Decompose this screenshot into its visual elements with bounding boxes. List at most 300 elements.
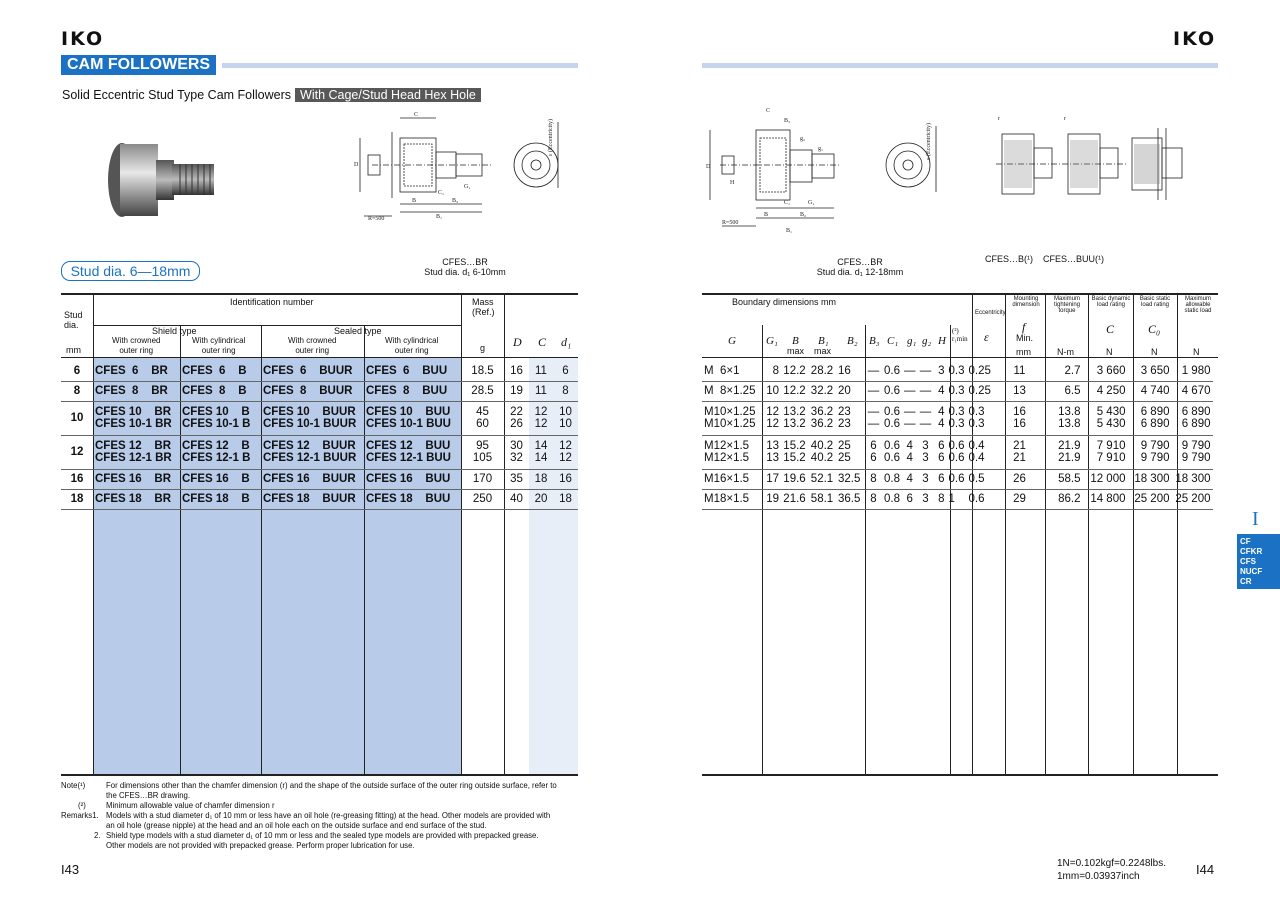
section-banner: CAM FOLLOWERS — [61, 55, 216, 75]
svg-text:r: r — [998, 116, 1000, 122]
hdr-B2: B₂ — [847, 335, 858, 347]
C1-cell — [882, 361, 902, 381]
crowned-sealed-cell-line: CFES 16 BUUR — [263, 473, 356, 485]
r-cell-line: 0.6 — [948, 452, 965, 464]
G1-cell — [762, 469, 781, 489]
crowned-sealed-cell-line: CFES 10-1 BUUR — [263, 418, 357, 430]
hdr-shield: Shield type — [152, 326, 197, 336]
stud-dia-cell — [61, 361, 93, 381]
G-cell-line: M 6×1 — [704, 364, 740, 377]
hdr-outer-ring: outer ring — [119, 346, 154, 355]
B2-cell-line: 36.5 — [838, 493, 861, 505]
stud-dia-cell-line: 10 — [70, 412, 84, 424]
hline — [94, 325, 461, 326]
H-cell — [934, 381, 947, 401]
H-cell-line: 4 — [938, 406, 945, 418]
G-cell-line: M10×1.25 — [704, 406, 756, 418]
D-cell-line: 22 — [510, 406, 523, 418]
g1-cell-line: — — [904, 364, 916, 377]
side-tab-item[interactable]: NUCF — [1240, 567, 1263, 576]
mounting-cell — [1000, 469, 1040, 489]
table-row — [61, 469, 578, 489]
hdr-G1: G₁ — [766, 335, 778, 347]
C1-cell — [882, 381, 902, 401]
H-cell-line: 6 — [938, 452, 945, 464]
left-table-top-rule — [61, 293, 578, 295]
B3-cell — [865, 381, 882, 401]
hdr-eccentricity: Eccentricity — [975, 310, 1006, 316]
hdr-g2: g₂ — [922, 335, 932, 347]
B2-cell — [836, 381, 865, 401]
max-static-cell-line: 9 790 — [1181, 440, 1211, 452]
C1-cell-line: 0.6 — [884, 418, 900, 430]
caption-left-model: CFES…BR — [442, 257, 488, 267]
g1-cell-line: 4 — [906, 452, 913, 464]
remark1-text-b: an oil hole (grease nipple) at the head and an oil hole each on the outside surface and end surface of the stud. — [106, 821, 487, 830]
B1-cell-line: 52.1 — [810, 473, 834, 485]
table-row — [702, 361, 1213, 381]
G-cell — [702, 435, 762, 469]
cyl-sealed-cell — [364, 401, 461, 435]
B1-cell — [808, 489, 836, 509]
subtitle-text: Solid Eccentric Stud Type Cam Followers — [62, 88, 292, 102]
C-cell-line: 14 — [534, 440, 548, 452]
B3-cell — [865, 361, 882, 381]
stud-dia-cell — [61, 401, 93, 435]
C1-cell — [882, 435, 902, 469]
max-static-cell-line: 4 670 — [1181, 385, 1211, 397]
stud-dia-cell-line: 16 — [70, 473, 84, 485]
D-cell-line: 19 — [510, 385, 523, 397]
caption-b-model: CFES…B(¹) — [985, 254, 1033, 264]
stat-load-cell-line: 3 650 — [1140, 364, 1170, 377]
B-cell — [781, 401, 808, 435]
G-cell — [702, 469, 762, 489]
r-cell-line: 0.3 — [948, 418, 965, 430]
note2-label: (²) — [78, 801, 86, 810]
brand-logo-right: IKO — [1173, 28, 1217, 50]
crowned-sealed-cell-line: CFES 12-1 BUUR — [263, 452, 357, 464]
G-cell-line: M 8×1.25 — [704, 385, 756, 397]
mounting-cell-line: 16 — [1013, 418, 1026, 430]
B3-cell-line: 8 — [870, 473, 877, 485]
dyn-load-cell — [1083, 469, 1128, 489]
D-cell — [504, 361, 529, 381]
crowned-shield-cell — [93, 381, 180, 401]
crowned-shield-cell-line: CFES 18 BR — [95, 493, 172, 505]
hdr-stat-load: Basic static load rating — [1139, 296, 1171, 308]
C-cell — [529, 435, 553, 469]
B2-cell-line: 23 — [838, 406, 851, 418]
g2-cell — [918, 469, 934, 489]
stat-load-cell — [1128, 361, 1172, 381]
crowned-sealed-cell — [261, 435, 364, 469]
stat-load-cell — [1128, 435, 1172, 469]
H-cell — [934, 361, 947, 381]
g1-cell — [902, 361, 918, 381]
stud-dia-cell — [61, 489, 93, 509]
table-row — [61, 489, 578, 509]
drawing-cfes-variants — [700, 104, 1200, 240]
B-cell — [781, 381, 808, 401]
svg-text:R=500: R=500 — [722, 220, 739, 226]
C-cell-line: 20 — [534, 493, 548, 505]
eccentricity-cell — [967, 469, 1000, 489]
B2-cell — [836, 401, 865, 435]
right-table-top-rule — [702, 293, 1218, 295]
mounting-cell — [1000, 381, 1040, 401]
hdr-torque: Maximum tightening torque — [1053, 296, 1081, 314]
max-static-cell — [1172, 489, 1213, 509]
side-tab-item[interactable]: CR — [1240, 577, 1252, 586]
D-cell-line: 40 — [510, 493, 523, 505]
mounting-cell-line: 21 — [1013, 440, 1026, 452]
g2-cell-line: — — [919, 385, 932, 397]
dyn-load-cell-line: 14 800 — [1090, 493, 1126, 505]
dyn-load-cell-line: 7 910 — [1096, 452, 1126, 464]
B2-cell-line: 32.5 — [838, 473, 861, 485]
cyl-shield-cell — [180, 381, 261, 401]
mass-cell-line: 60 — [476, 418, 489, 430]
table-row — [702, 381, 1213, 401]
hdr-ref-label: (Ref.) — [472, 307, 495, 317]
G1-cell-line: 10 — [766, 385, 779, 397]
D-cell-line: 35 — [510, 473, 523, 485]
G-cell-line: M16×1.5 — [704, 473, 750, 485]
d1-cell — [553, 401, 578, 435]
svg-text:r: r — [1064, 116, 1066, 122]
B-cell-line: 21.6 — [783, 493, 806, 505]
mass-cell-line: 18.5 — [471, 364, 494, 377]
g1-cell-line: — — [904, 418, 916, 430]
cyl-shield-cell — [180, 361, 261, 381]
table-row — [702, 469, 1213, 489]
C-cell — [529, 381, 553, 401]
svg-text:B: B — [412, 198, 417, 204]
B2-cell-line: 16 — [838, 364, 851, 377]
cyl-shield-cell-line: CFES 8 B — [182, 385, 247, 397]
B1-cell — [808, 381, 836, 401]
B1-cell-line: 36.2 — [810, 418, 834, 430]
note2-text: Minimum allowable value of chamfer dimension r — [106, 801, 275, 810]
brand-logo-left: IKO — [61, 28, 105, 50]
crowned-shield-cell-line: CFES 10-1 BR — [95, 418, 172, 430]
max-static-cell-line: 9 790 — [1181, 452, 1211, 464]
right-symbol-row — [702, 327, 972, 349]
table-row — [702, 435, 1213, 469]
hdr-max-stat: Maximum allowable static load — [1184, 296, 1212, 314]
mounting-cell-line: 26 — [1013, 473, 1026, 485]
eccentricity-cell-line: 0.3 — [968, 406, 985, 418]
svg-text:R=500: R=500 — [368, 216, 385, 222]
G-cell — [702, 381, 762, 401]
C1-cell-line: 0.6 — [884, 440, 900, 452]
table-row — [61, 381, 578, 401]
B3-cell — [865, 469, 882, 489]
crowned-sealed-cell — [261, 361, 364, 381]
B3-cell-line: — — [867, 406, 880, 418]
conversion-line2: 1mm=0.03937inch — [1057, 871, 1140, 882]
hdr-crowned-1 — [112, 336, 160, 356]
torque-cell-line: 13.8 — [1058, 406, 1081, 418]
B3-cell-line: 8 — [870, 493, 877, 505]
G1-cell — [762, 401, 781, 435]
stat-load-cell-line: 4 740 — [1140, 385, 1170, 397]
hdr-dyn-load: Basic dynamic load rating — [1091, 296, 1131, 308]
svg-text:B₂: B₂ — [800, 212, 807, 218]
mounting-cell — [1000, 401, 1040, 435]
hdr-outer-ring: outer ring — [201, 346, 236, 355]
crowned-shield-cell-line: CFES 16 BR — [95, 473, 172, 485]
hdr-g: g — [480, 343, 486, 353]
hdr-stud-label: Stud — [64, 310, 83, 320]
mass-cell-line: 95 — [476, 440, 489, 452]
page-subtitle — [62, 88, 481, 102]
r-cell — [947, 381, 967, 401]
B1-cell — [808, 361, 836, 381]
mounting-cell-line: 13 — [1013, 385, 1026, 397]
eccentricity-cell-line: 0.25 — [968, 364, 991, 377]
G1-cell — [762, 361, 781, 381]
hdr-ident: Identification number — [230, 297, 314, 307]
max-static-cell-line: 1 980 — [1181, 364, 1211, 377]
d1-cell-line: 10 — [559, 406, 572, 418]
max-static-cell — [1172, 401, 1213, 435]
hdr-B1-max: max — [814, 346, 832, 356]
D-cell — [504, 435, 529, 469]
crowned-sealed-cell-line: CFES 6 BUUR — [263, 364, 353, 377]
D-cell — [504, 381, 529, 401]
H-cell — [934, 435, 947, 469]
hdr-C1: C₁ — [887, 335, 899, 347]
stat-load-cell — [1128, 401, 1172, 435]
hdr-eps: ε — [984, 330, 989, 344]
r-cell-line: 0.6 — [948, 473, 965, 485]
dyn-load-cell — [1083, 489, 1128, 509]
max-static-cell — [1172, 381, 1213, 401]
subtitle-tag: With Cage/Stud Head Hex Hole — [295, 88, 481, 102]
torque-cell — [1040, 401, 1083, 435]
hdr-g1: g₁ — [907, 335, 917, 347]
cyl-shield-cell-line: CFES 12-1 B — [182, 452, 251, 464]
d1-cell-line: 18 — [559, 493, 572, 505]
crowned-shield-cell-line: CFES 6 BR — [95, 364, 168, 377]
eccentricity-cell-line: 0.6 — [968, 493, 985, 505]
remark2-label: 2. — [94, 831, 101, 840]
caption-right — [800, 257, 920, 277]
g1-cell-line: — — [904, 406, 916, 418]
H-cell-line: 4 — [938, 418, 945, 430]
left-table-head-rule — [61, 357, 578, 358]
B-cell-line: 15.2 — [783, 452, 806, 464]
r-cell — [947, 489, 967, 509]
crowned-shield-cell — [93, 361, 180, 381]
crowned-shield-cell — [93, 401, 180, 435]
G-cell — [702, 489, 762, 509]
B1-cell — [808, 401, 836, 435]
B2-cell — [836, 435, 865, 469]
drawing-cfes-br-small — [352, 108, 570, 224]
C-cell-line: 12 — [534, 418, 548, 430]
crowned-sealed-cell-line: CFES 12 BUUR — [263, 440, 356, 452]
C-cell-line: 11 — [535, 385, 547, 397]
left-table-bottom-rule — [61, 774, 578, 776]
B2-cell-line: 25 — [838, 440, 851, 452]
caption-right-model: CFES…BR — [837, 257, 883, 267]
mass-cell — [461, 401, 504, 435]
B1-cell-line: 36.2 — [810, 406, 834, 418]
svg-text:H: H — [730, 180, 735, 186]
H-cell — [934, 469, 947, 489]
r-cell — [947, 361, 967, 381]
mass-cell-line: 250 — [472, 493, 493, 505]
hdr-crowned-2 — [288, 336, 336, 356]
mass-cell-line: 105 — [472, 452, 493, 464]
d1-cell — [553, 469, 578, 489]
B3-cell-line: 6 — [870, 440, 877, 452]
eccentricity-cell — [967, 361, 1000, 381]
side-tab-index[interactable] — [1237, 534, 1280, 589]
B1-cell-line: 58.1 — [810, 493, 834, 505]
g2-cell-line: 3 — [922, 440, 929, 452]
cyl-sealed-cell-line: CFES 12-1 BUU — [366, 452, 451, 464]
d1-cell-line: 12 — [559, 440, 572, 452]
G-cell-line: M10×1.25 — [704, 418, 756, 430]
G1-cell-line: 13 — [766, 440, 779, 452]
mounting-cell — [1000, 435, 1040, 469]
side-tab-item[interactable]: CFKR — [1240, 547, 1263, 556]
torque-cell-line: 6.5 — [1064, 385, 1081, 397]
remark1-text: Models with a stud diameter d₁ of 10 mm or less have an oil hole (re-greasing fitting) at the head. Other models are provided with — [106, 811, 551, 820]
hdr-mounting: Mounting dimension — [1012, 296, 1040, 308]
stud-dia-cell — [61, 435, 93, 469]
C1-cell-line: 0.6 — [884, 406, 900, 418]
B-cell-line: 13.2 — [783, 406, 806, 418]
r-cell — [947, 435, 967, 469]
crowned-shield-cell-line: CFES 12 BR — [95, 440, 172, 452]
D-cell — [504, 401, 529, 435]
header-rule-right — [702, 63, 1218, 68]
unit-conversion — [1057, 857, 1166, 883]
torque-cell-line: 58.5 — [1058, 473, 1081, 485]
svg-text:C₁: C₁ — [784, 200, 791, 206]
mass-cell-line: 170 — [472, 473, 493, 485]
g2-cell — [918, 435, 934, 469]
cyl-sealed-cell — [364, 381, 461, 401]
eccentricity-cell-line: 0.4 — [968, 440, 985, 452]
hdr-n3: N — [1193, 347, 1200, 357]
page-number-left: I43 — [61, 862, 80, 877]
torque-cell — [1040, 435, 1083, 469]
B1-cell-line: 40.2 — [810, 440, 834, 452]
cyl-sealed-cell — [364, 469, 461, 489]
stud-dia-cell-line: 8 — [73, 385, 81, 397]
B-cell — [781, 489, 808, 509]
hdr-min: Min. — [1016, 333, 1034, 343]
caption-right-b — [985, 254, 1104, 264]
hdr-B3: B₃ — [869, 335, 880, 347]
left-data-table — [61, 361, 578, 510]
r-cell-line: 0.3 — [948, 406, 965, 418]
hdr-B-max: max — [787, 346, 805, 356]
C-cell — [529, 489, 553, 509]
stud-dia-cell — [61, 381, 93, 401]
hdr-boundary: Boundary dimensions mm — [732, 297, 837, 307]
side-tab-item[interactable]: CFS — [1240, 557, 1256, 566]
stat-load-cell — [1128, 381, 1172, 401]
stud-dia-cell-line: 12 — [70, 446, 84, 458]
G-cell-line: M18×1.5 — [704, 493, 750, 505]
remarks-label: Remarks1. — [61, 811, 99, 820]
C1-cell — [882, 469, 902, 489]
d1-cell — [553, 489, 578, 509]
mass-cell — [461, 435, 504, 469]
G1-cell — [762, 489, 781, 509]
dyn-load-cell-line: 7 910 — [1096, 440, 1126, 452]
hdr-n2: N — [1151, 347, 1158, 357]
hdr-H: H — [938, 335, 946, 347]
svg-text:D: D — [706, 164, 711, 170]
C-cell-line: 11 — [535, 364, 547, 377]
side-tab-item[interactable]: CF — [1240, 537, 1251, 546]
svg-text:D: D — [354, 162, 359, 168]
torque-cell-line: 21.9 — [1058, 440, 1081, 452]
g2-cell-line: — — [919, 418, 932, 430]
B2-cell — [836, 469, 865, 489]
B3-cell-line: — — [867, 385, 880, 397]
D-cell-line: 26 — [510, 418, 523, 430]
caption-left-stud: Stud dia. d₁ 6-10mm — [424, 267, 506, 277]
hdr-sealed: Sealed type — [334, 326, 382, 336]
g1-cell-line: — — [904, 385, 916, 397]
mounting-cell-line: 21 — [1013, 452, 1026, 464]
svg-text:ε (Eccentricity): ε (Eccentricity) — [926, 123, 932, 160]
conversion-line1: 1N=0.102kgf=0.2248lbs. — [1057, 858, 1166, 869]
r-cell-line: 0.3 — [948, 364, 965, 377]
mounting-cell — [1000, 489, 1040, 509]
eccentricity-cell-line: 0.3 — [968, 418, 985, 430]
mass-cell — [461, 381, 504, 401]
d1-cell — [553, 381, 578, 401]
crowned-sealed-cell-line: CFES 8 BUUR — [263, 385, 353, 397]
C-cell-line: 12 — [534, 406, 548, 418]
B-cell — [781, 435, 808, 469]
hdr-cyl-text: With cylindrical — [192, 336, 246, 345]
max-static-cell-line: 6 890 — [1181, 418, 1211, 430]
crowned-shield-cell — [93, 435, 180, 469]
d1-cell-line: 16 — [559, 473, 572, 485]
H-cell — [934, 489, 947, 509]
svg-text:C₁: C₁ — [438, 190, 445, 196]
table-row — [702, 489, 1213, 509]
table-row — [61, 361, 578, 381]
g2-cell-line: 3 — [922, 493, 929, 505]
r-cell-line: 0.3 — [948, 385, 965, 397]
D-cell-line: 16 — [510, 364, 523, 377]
dyn-load-cell — [1083, 435, 1128, 469]
hdr-crowned-text: With crowned — [288, 336, 337, 345]
remark2-text-b: Other models are not provided with prepacked grease. Perform proper lubrication for use. — [106, 841, 415, 850]
H-cell-line: 4 — [938, 385, 945, 397]
cyl-shield-cell — [180, 401, 261, 435]
g2-cell — [918, 381, 934, 401]
g2-cell — [918, 401, 934, 435]
notes-block — [61, 781, 581, 851]
torque-cell-line: 13.8 — [1058, 418, 1081, 430]
stat-load-cell-line: 18 300 — [1134, 473, 1170, 485]
crowned-shield-cell-line: CFES 12-1 BR — [95, 452, 172, 464]
stud-range-badge: Stud dia. 6—18mm — [61, 261, 200, 281]
